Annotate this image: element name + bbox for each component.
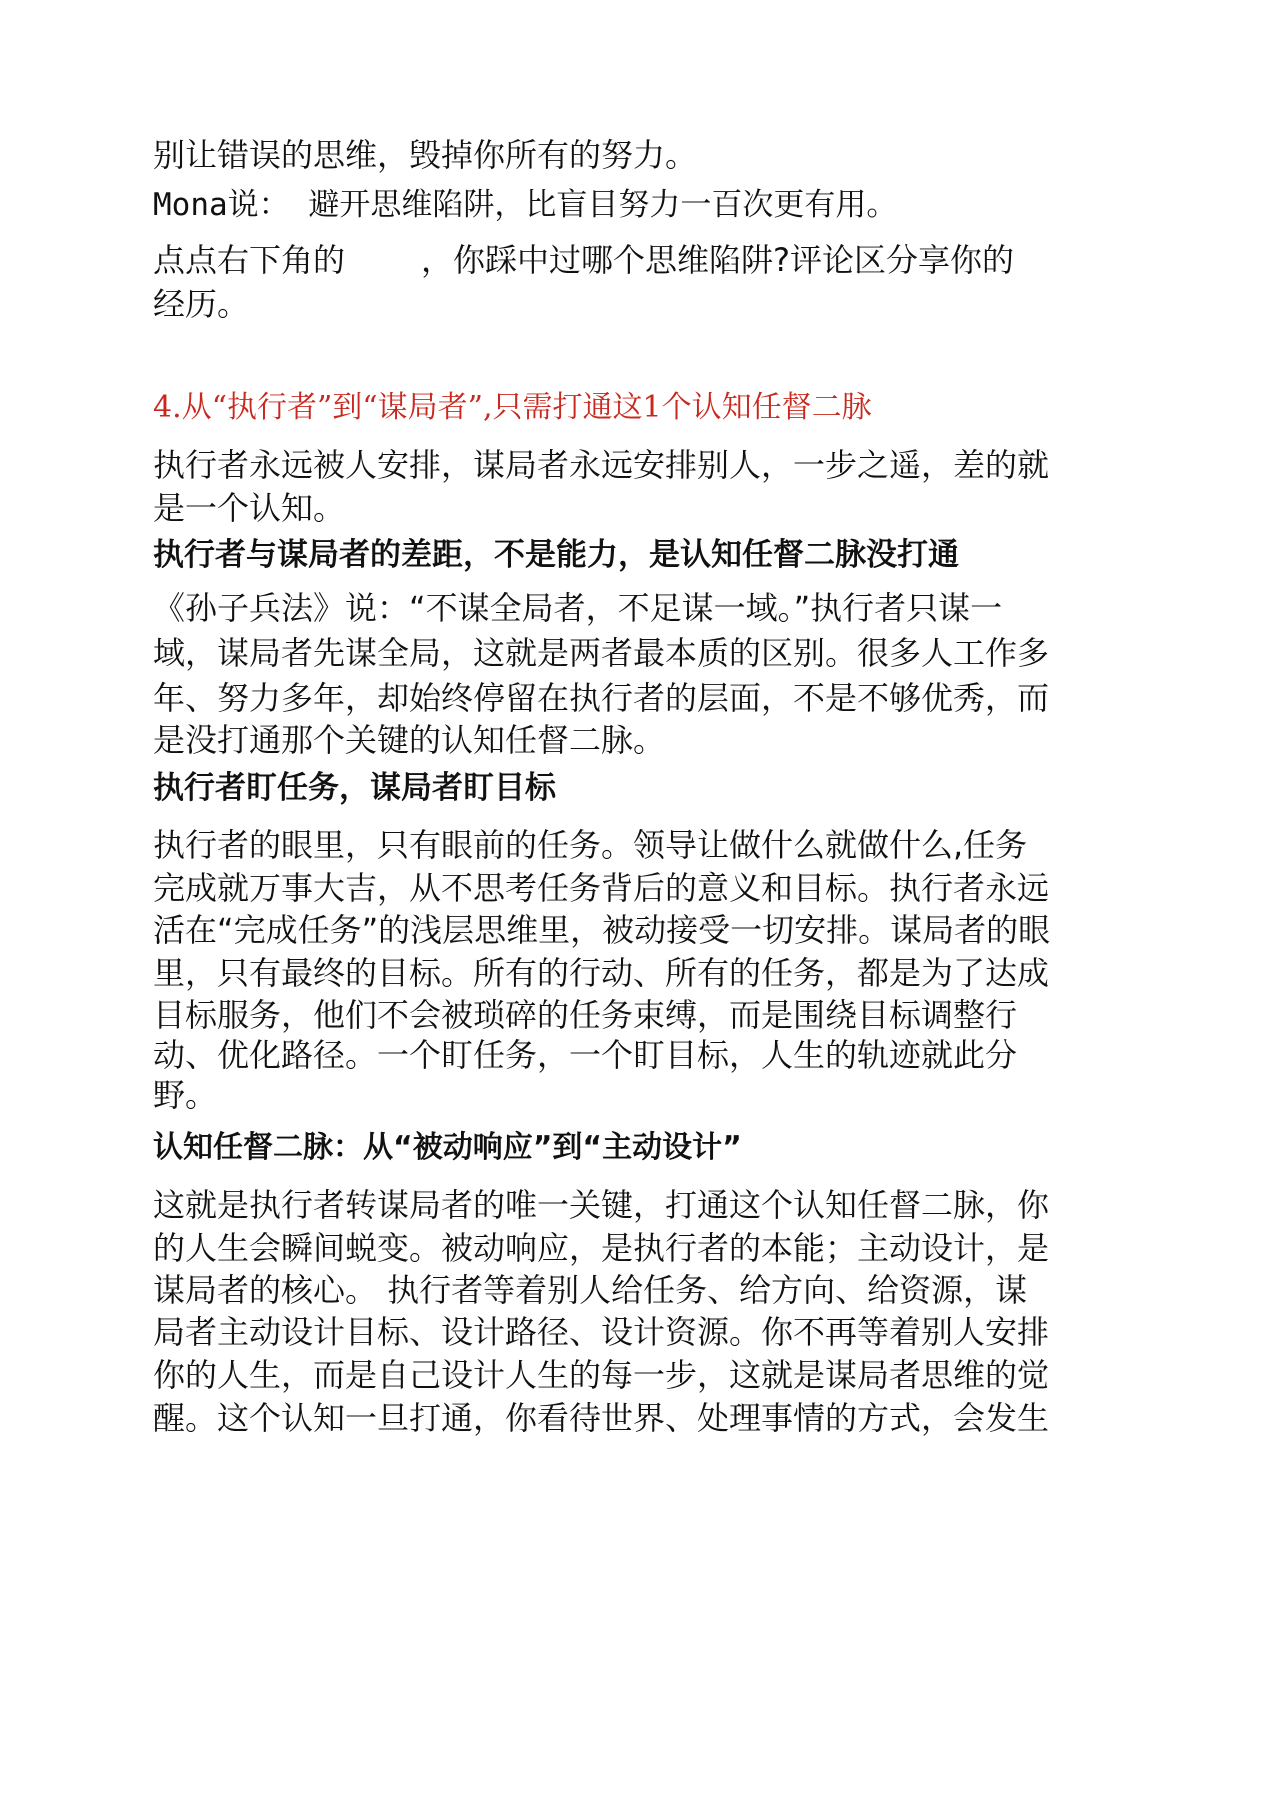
intro-line-3-start: 点点右下角的 [153, 241, 346, 279]
para3-line-5: 目标服务，他们不会被琐碎的任务束缚，而是围绕目标调整行 [153, 996, 1018, 1034]
subheading-2: 执行者盯任务，谋局者盯目标 [153, 770, 556, 806]
para3-line-4: 里，只有最终的目标。所有的行动、所有的任务，都是为了达成 [153, 954, 1050, 992]
para3-line-6: 动、优化路径。一个盯任务，一个盯目标，人生的轨迹就此分 [153, 1036, 1018, 1074]
para4-line-5: 你的人生，而是自己设计人生的每一步，这就是谋局者思维的觉 [153, 1356, 1050, 1394]
para3-line-3: 活在“完成任务”的浅层思维里，被动接受一切安排。谋局者的眼 [153, 911, 1051, 949]
para2-line-1: 《孙子兵法》说：“不谋全局者，不足谋一域。”执行者只谋一 [153, 589, 1003, 627]
para1-line-1: 执行者永远被人安排，谋局者永远安排别人，一步之遥，差的就 [153, 446, 1050, 484]
para2-line-2: 域，谋局者先谋全局，这就是两者最本质的区别。很多人工作多 [153, 634, 1050, 672]
para3-line-1: 执行者的眼里，只有眼前的任务。领导让做什么就做什么,任务 [153, 826, 1028, 864]
para4-line-3: 谋局者的核心。 执行者等着别人给任务、给方向、给资源，谋 [153, 1271, 1028, 1309]
para4-line-4: 局者主动设计目标、设计路径、设计资源。你不再等着别人安排 [153, 1313, 1050, 1351]
para4-line-2: 的人生会瞬间蜕变。被动响应，是执行者的本能；主动设计，是 [153, 1229, 1050, 1267]
intro-line-2: Mona说： 避开思维陷阱，比盲目努力一百次更有用。 [153, 187, 898, 223]
para3-line-7: 野。 [153, 1076, 218, 1114]
intro-line-3-end: ，你踩中过哪个思维陷阱?评论区分享你的 [421, 241, 1015, 279]
para1-line-2: 是一个认知。 [153, 489, 346, 527]
subheading-3: 认知任督二脉：从“被动响应”到“主动设计” [153, 1130, 742, 1165]
para3-line-2: 完成就万事大吉，从不思考任务背后的意义和目标。执行者永远 [153, 869, 1050, 907]
para2-line-3: 年、努力多年，却始终停留在执行者的层面，不是不够优秀，而 [153, 679, 1050, 717]
intro-line-3 [153, 240, 1133, 280]
para2-line-4: 是没打通那个关键的认知任督二脉。 [153, 721, 666, 759]
section-heading: 4.从“执行者”到“谋局者”,只需打通这1个认知任督二脉 [153, 390, 872, 425]
subheading-1: 执行者与谋局者的差距，不是能力，是认知任督二脉没打通 [153, 537, 959, 573]
para4-line-6: 醒。这个认知一旦打通，你看待世界、处理事情的方式，会发生 [153, 1399, 1050, 1437]
intro-line-1: 别让错误的思维，毁掉你所有的努力。 [153, 136, 698, 174]
para4-line-1: 这就是执行者转谋局者的唯一关键，打通这个认知任督二脉，你 [153, 1186, 1050, 1224]
intro-line-4: 经历。 [153, 285, 250, 323]
